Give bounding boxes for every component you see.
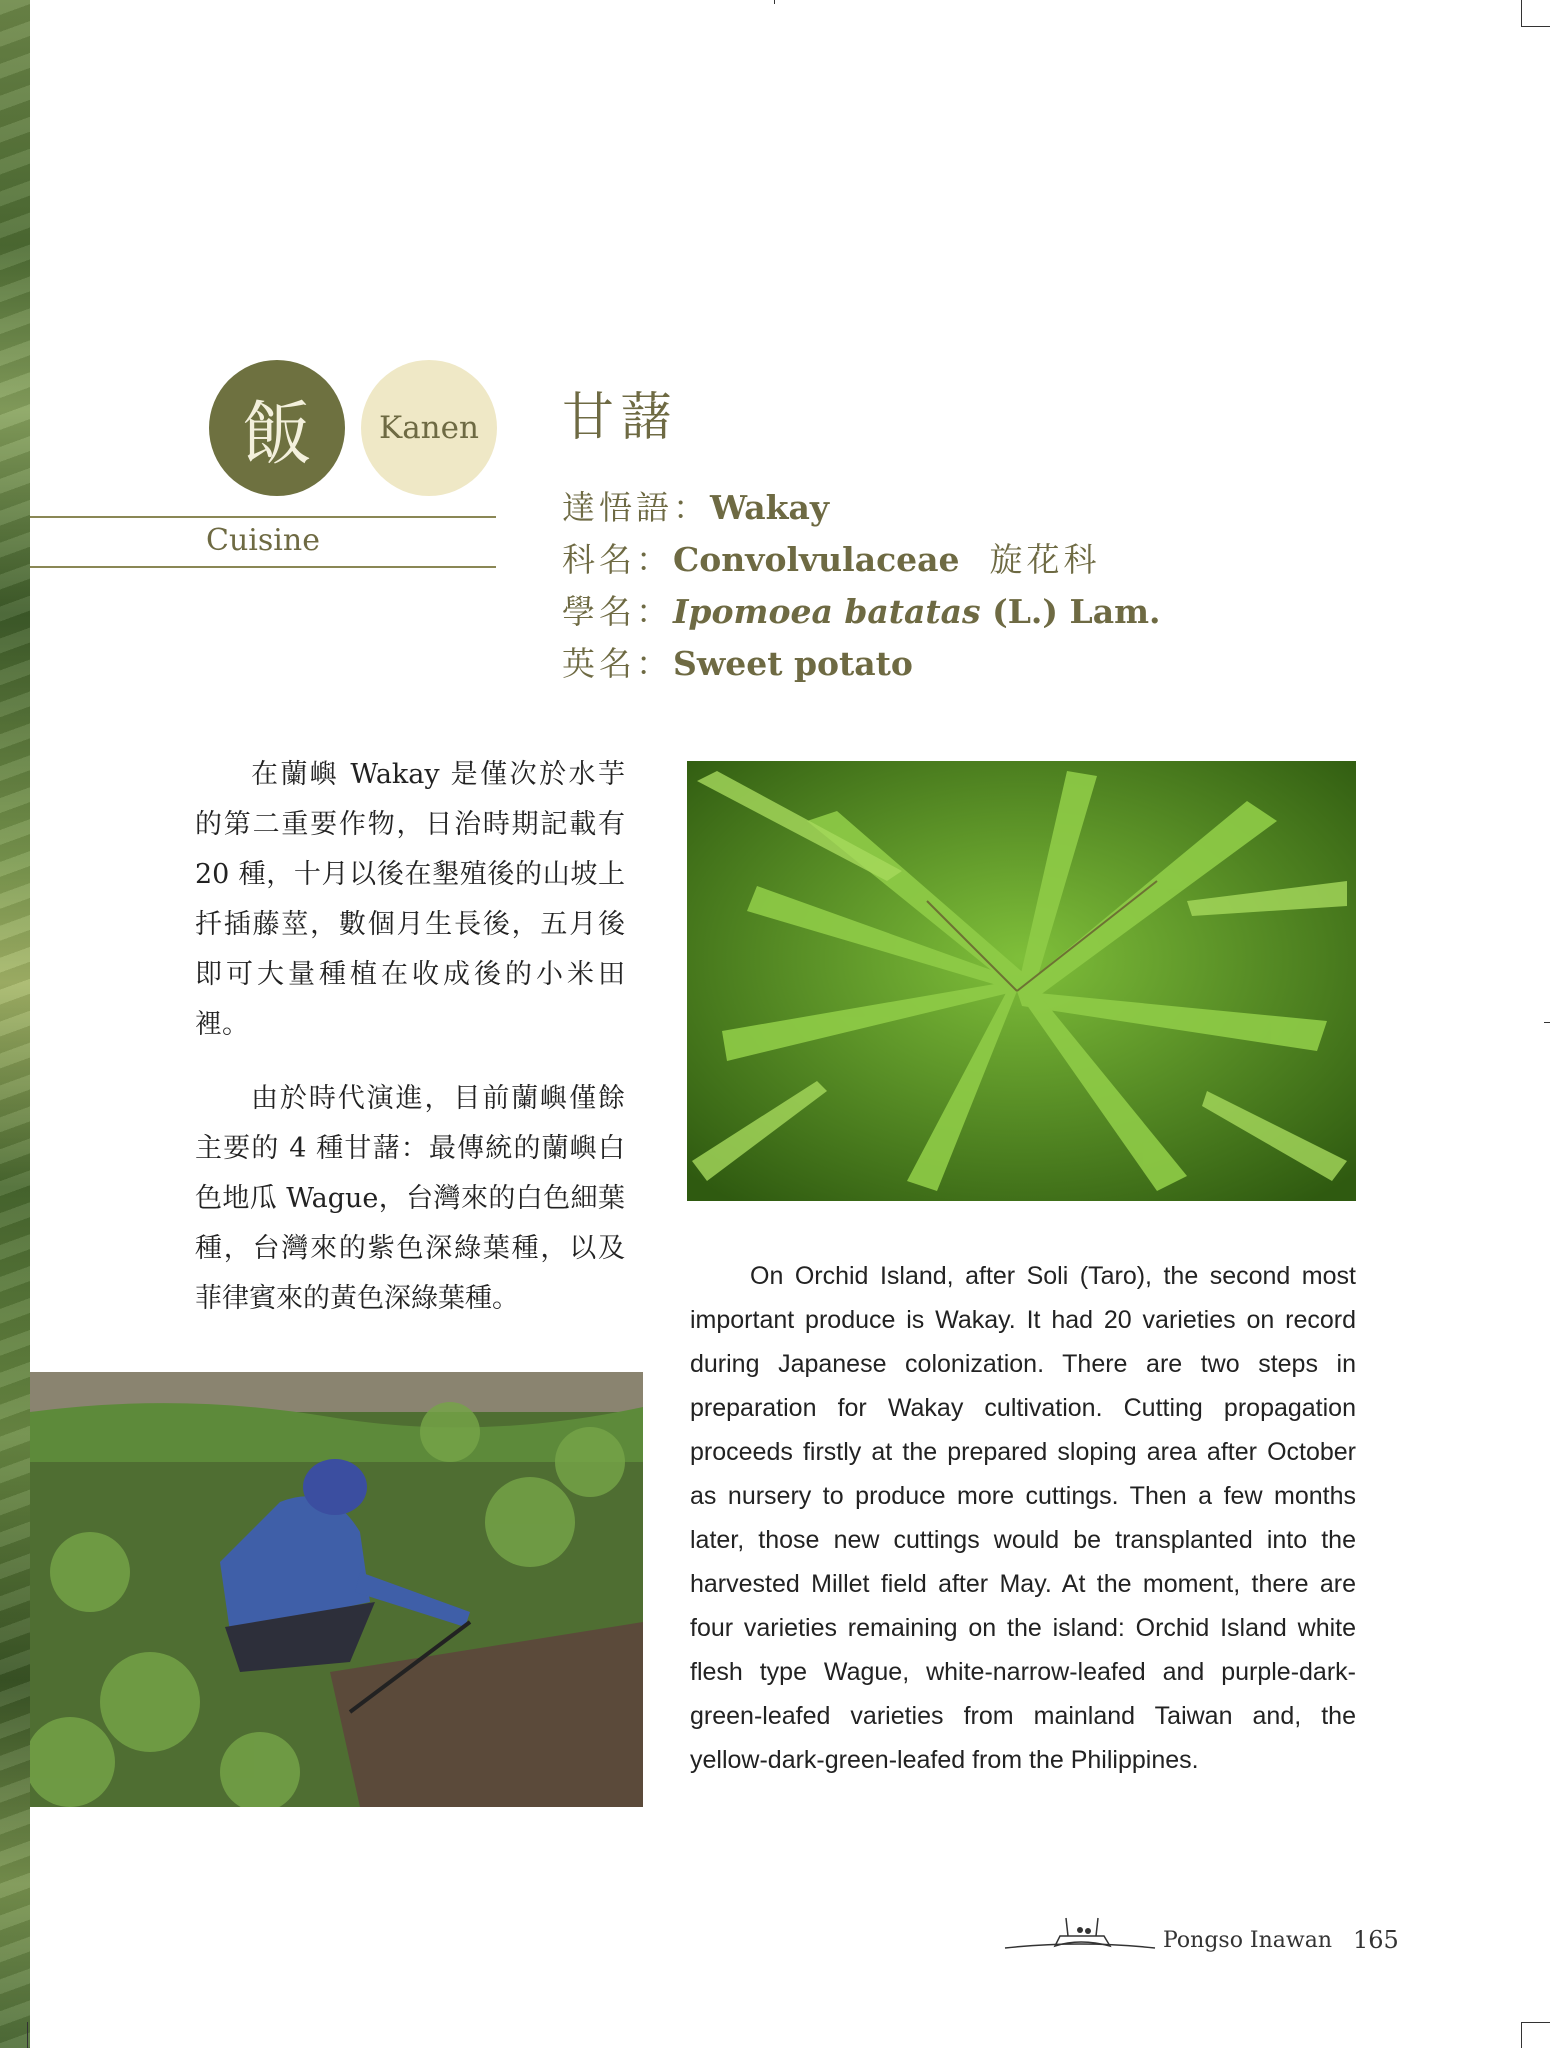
crop-mark-right	[1544, 1022, 1550, 1023]
crop-mark-bottom-right	[1521, 2022, 1522, 2048]
meta-key: 英名：	[562, 644, 673, 683]
sweet-potato-leaves-photo	[687, 761, 1356, 1201]
left-plant-strip	[0, 0, 30, 2048]
category-zh-char: 飯	[242, 392, 312, 475]
leaves-illustration	[687, 761, 1356, 1201]
meta-value-italic: Ipomoea batatas	[673, 592, 981, 631]
meta-value: Wakay	[710, 488, 829, 527]
meta-tao-name	[562, 482, 829, 529]
meta-value: (L.) Lam.	[992, 592, 1161, 631]
footer-book-title: Pongso Inawan	[1163, 1928, 1333, 1953]
meta-family	[562, 534, 1101, 581]
zh-body	[195, 750, 625, 1348]
meta-key: 科名：	[562, 540, 673, 579]
boat-logo-icon	[1000, 1910, 1160, 1960]
crop-mark-top-right-h	[1521, 26, 1550, 27]
en-body: On Orchid Island, after Soli (Taro), the second most important produce is Wakay. It had 20 varieties on record during Japanese colonization. There are two steps in preparation for Wakay cultivation. Cutting propagation proceeds firstly at the prepared sloping area after October as nursery to produce more cuttings. Then a few months later, those new cuttings would be transplanted into the harvested Millet field after May. At the moment, there are four varieties remaining on the island: Orchid Island white flesh type Wague, white-narrow-leafed and purple-dark-green-leafed varieties from mainland Taiwan and, the yellow-dark-green-leafed from the Philippines.	[690, 1262, 1356, 1774]
crop-mark-bottom-left	[27, 2022, 28, 2048]
field-illustration	[30, 1372, 643, 1807]
crop-mark-top	[774, 0, 775, 4]
category-english: Cuisine	[206, 523, 320, 558]
farmer-field-photo	[30, 1372, 643, 1807]
crop-mark-bottom-right-h	[1521, 2022, 1550, 2023]
meta-value: Convolvulaceae	[673, 540, 960, 579]
meta-english-name	[562, 638, 913, 685]
category-native-badge	[361, 360, 497, 496]
category-native-word: Kanen	[379, 410, 479, 446]
meta-key: 達悟語：	[562, 488, 710, 527]
meta-extra: 旋花科	[989, 540, 1101, 579]
meta-key: 學名：	[562, 592, 673, 631]
category-zh-badge	[209, 360, 345, 496]
page-number: 165	[1353, 1926, 1399, 1954]
page-title: 甘藷	[562, 388, 679, 448]
zh-paragraph-1: 在蘭嶼 Wakay 是僅次於水芋的第二重要作物，日治時期記載有 20 種，十月以後在墾殖後的山坡上扦插藤莖，數個月生長後，五月後即可大量種植在收成後的小米田裡。	[195, 759, 625, 1040]
meta-scientific-name	[562, 586, 1161, 633]
header-rule-top	[30, 516, 496, 518]
crop-mark-top-right	[1521, 0, 1522, 26]
meta-value: Sweet potato	[673, 644, 913, 683]
header-rule-bottom	[30, 566, 496, 568]
zh-paragraph-2: 由於時代演進，目前蘭嶼僅餘主要的 4 種甘藷：最傳統的蘭嶼白色地瓜 Wague，台灣來的白色細葉種，台灣來的紫色深綠葉種，以及菲律賓來的黃色深綠葉種。	[195, 1083, 625, 1314]
